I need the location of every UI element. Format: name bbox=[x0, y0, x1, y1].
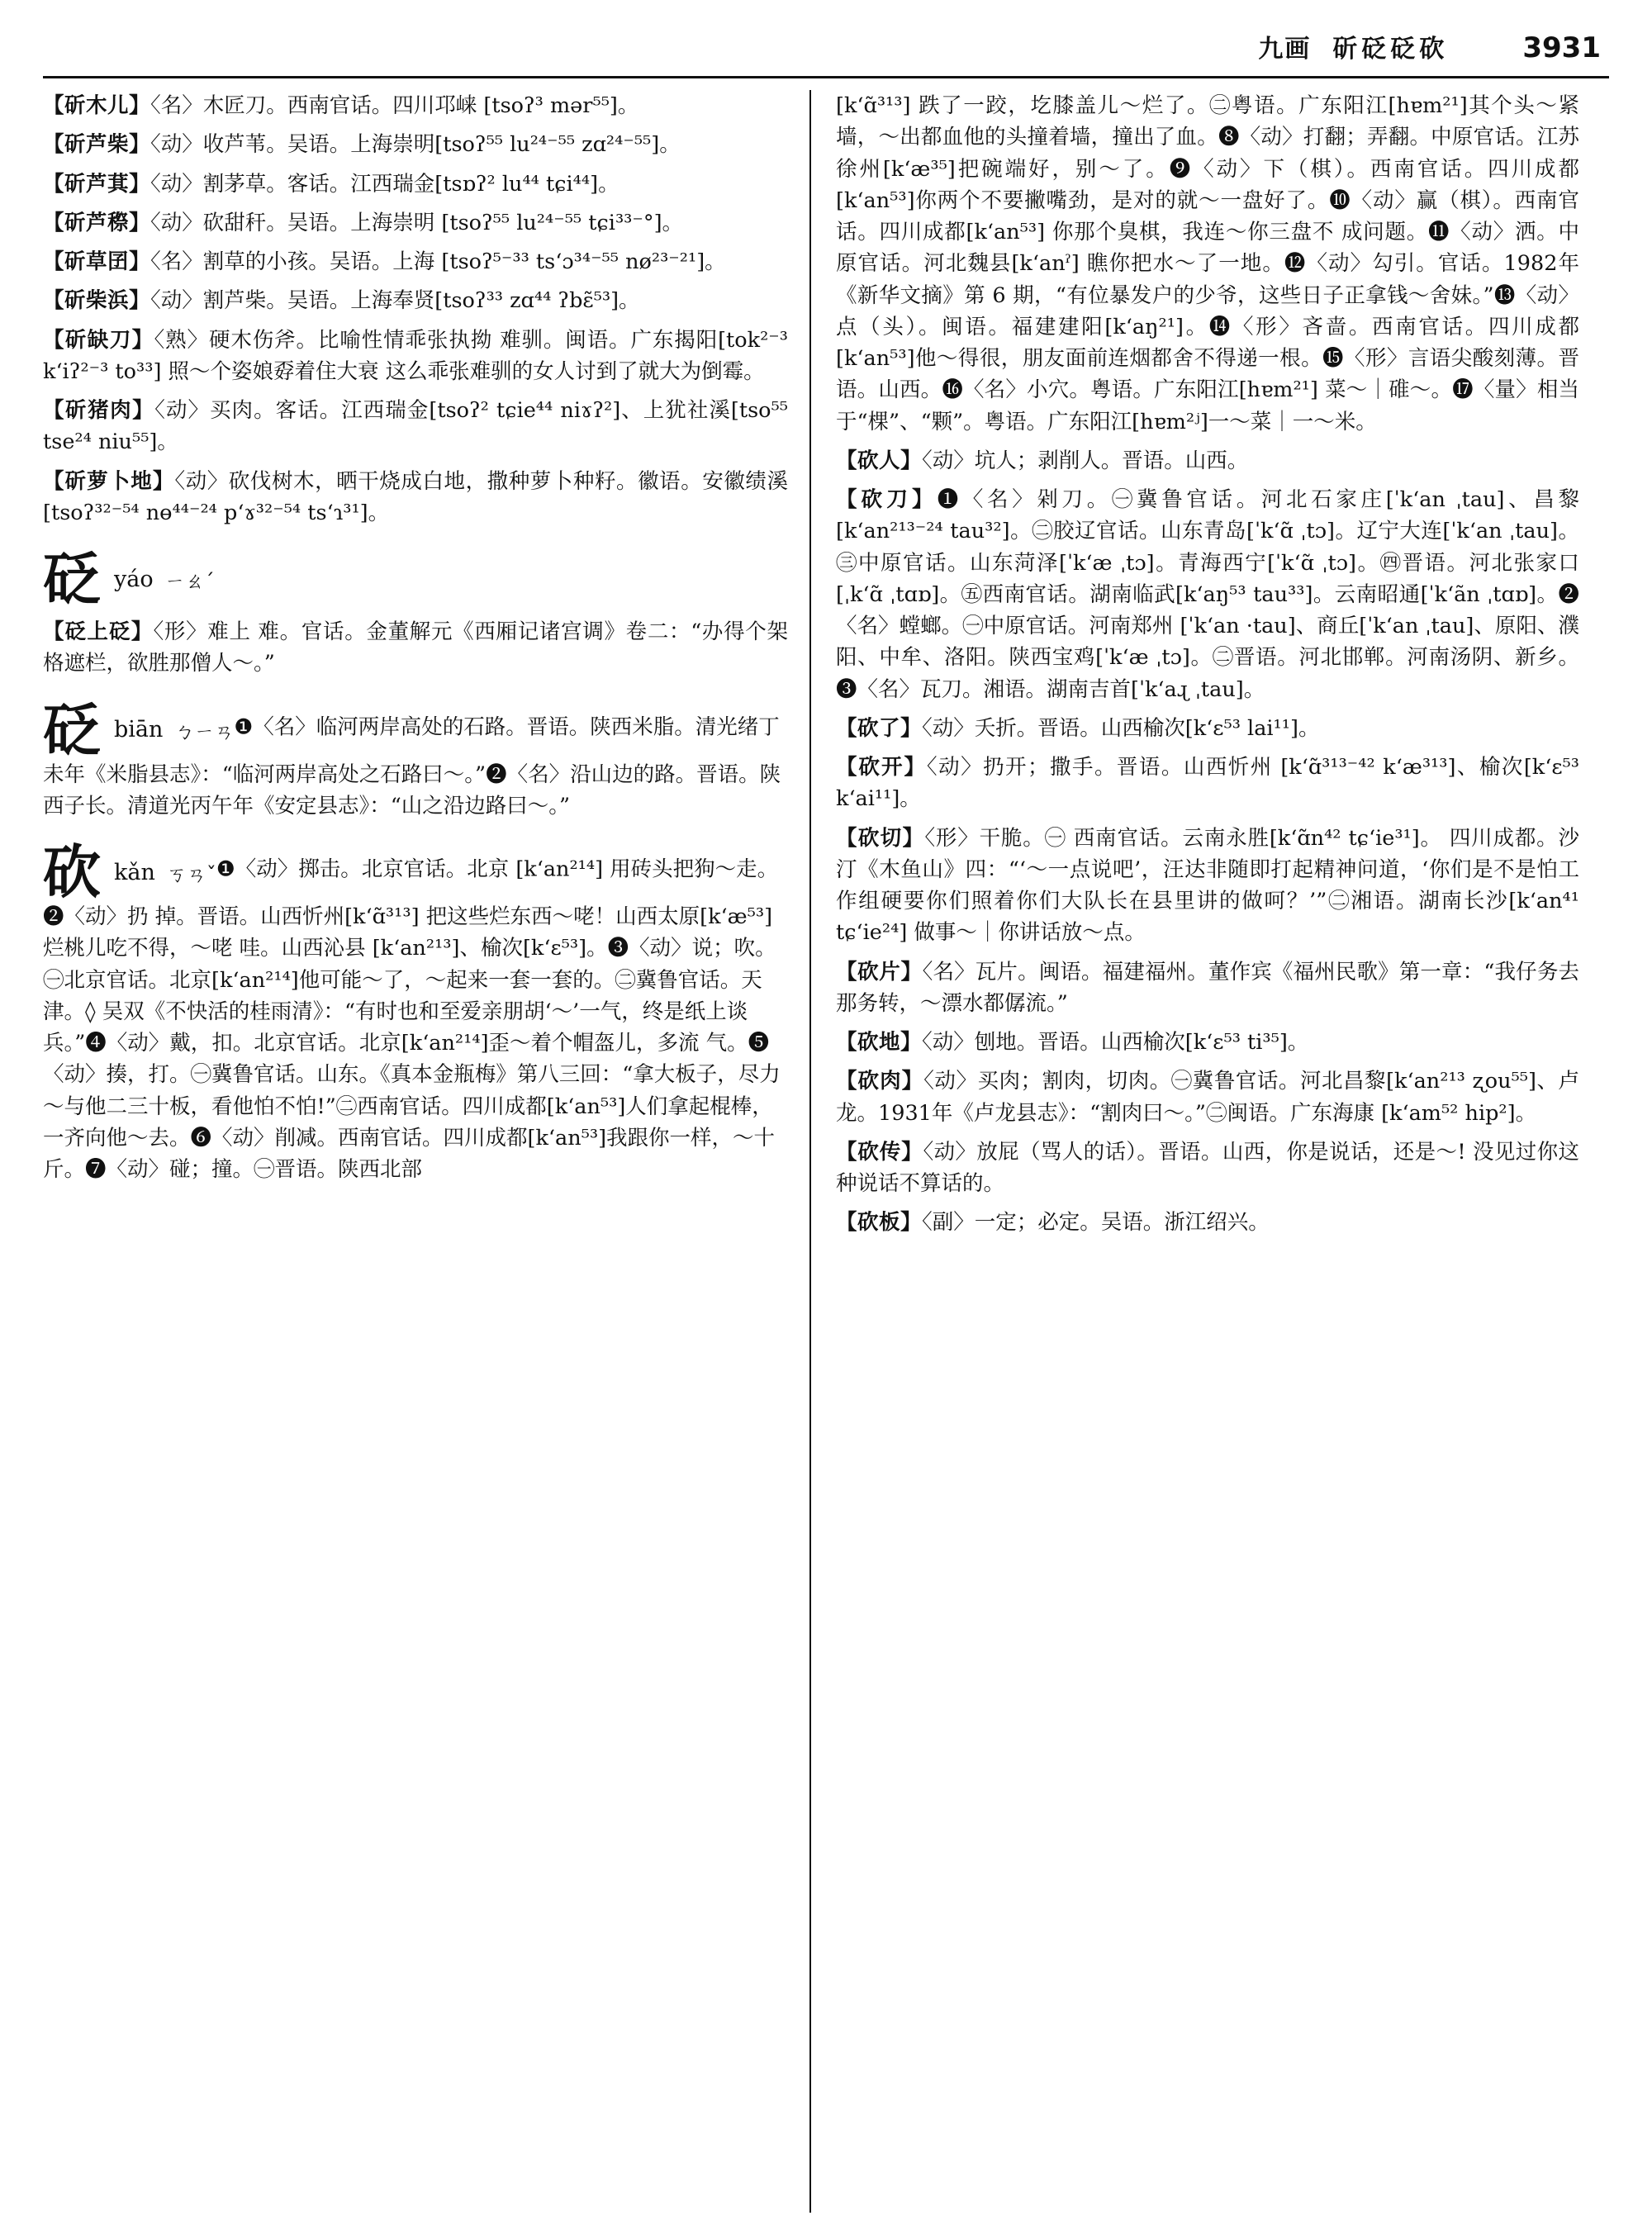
entry-headword: 【砍人】 bbox=[836, 448, 923, 473]
entry-headword: 【斫木儿】 bbox=[43, 93, 151, 118]
dictionary-entry bbox=[43, 616, 788, 680]
dictionary-entry bbox=[43, 325, 788, 388]
entry-body: 〈动〉夭折。晋语。山西榆次[kʻɛ⁵³ lai¹¹]。 bbox=[922, 715, 1320, 741]
entry-body: 〈动〉割茅草。客话。江西瑞金[tsɒʔ² lu⁴⁴ tɕi⁴⁴]。 bbox=[150, 171, 620, 197]
dictionary-entry bbox=[43, 90, 788, 121]
entry-headword: 【斫缺刀】 bbox=[43, 327, 154, 353]
dictionary-entry bbox=[43, 466, 788, 529]
page-number: 3931 bbox=[1522, 31, 1601, 64]
entry-body: 〈形〉难上 难。官话。金董解元《西厢记诸宫调》卷二：“办得个架格遮栏，欲胜那僧人～。” bbox=[43, 619, 788, 676]
head-bopomofo: ㄅㄧㄢ bbox=[174, 720, 235, 743]
entry-body: 〈名〉木匠刀。西南官话。四川邛崃 [tsoʔ³ mər⁵⁵]。 bbox=[150, 93, 639, 118]
entry-headword: 【斫草囝】 bbox=[43, 249, 151, 274]
dictionary-entry bbox=[836, 445, 1579, 477]
dictionary-entry bbox=[836, 956, 1579, 1020]
dictionary-entry bbox=[836, 484, 1579, 705]
entry-headword: 【砍地】 bbox=[836, 1030, 923, 1055]
head-character: 砍 bbox=[43, 838, 101, 906]
dictionary-entry bbox=[43, 207, 788, 239]
dictionary-entry bbox=[836, 1065, 1579, 1129]
entry-headword: 【斫柴浜】 bbox=[43, 288, 151, 314]
continued-paragraph: [kʻɑ̃³¹³] 跌了一跤，圪膝盖儿～烂了。㊁粤语。广东阳江[hɐm²¹]其个头～紧墙，～出都血他的头撞着墙，撞出了血。❽〈动〉打翻；弄翻。中原官话。江苏徐州[kʻæ³⁵]把碗端好，别～了。❾〈动〉下（棋）。西南官话。四川成都[kʻan⁵³]你两个不要撇嘴劲，是对的就～一盘好了。❿〈动〉赢（棋）。西南官话。四川成都[kʻan⁵³] 你那个臭棋，我连～你三盘不 成问题。⓫〈动〉洒。中原官话。河北魏县[kʻanˀ] 瞧你把水～了一地。⓬〈动〉勾引。官话。1982年《新华文摘》第 6 期，“有位暴发户的少爷，这些日子正拿钱～舍妹。”⓭〈动〉点（头）。闽语。福建建阳[kʻaŋ²¹]。⓮〈形〉吝啬。西南官话。四川成都[kʻan⁵³]他～得很，朋友面前连烟都舍不得递一根。⓯〈形〉言语尖酸刻薄。晋语。山西。⓰〈名〉小穴。粤语。广东阳江[hɐm²¹] 菜～｜碓～。⓱〈量〉相当于“棵”、“颗”。粤语。广东阳江[hɐm²ʲ]一～菜｜一～米。 bbox=[836, 93, 1579, 434]
entry-headword: 【砍肉】 bbox=[836, 1069, 924, 1094]
head-bopomofo: ㄧㄠˊ bbox=[164, 569, 215, 593]
entry-headword: 【砍切】 bbox=[836, 825, 925, 851]
entry-headword: 【砍开】 bbox=[836, 755, 927, 780]
dictionary-entry bbox=[43, 395, 788, 458]
entry-headword: 【砍传】 bbox=[836, 1139, 923, 1165]
column-container bbox=[43, 90, 1609, 2213]
entry-body: 〈动〉扔开；撒手。晋语。山西忻州 [kʻɑ̃³¹³⁻⁴² kʻæ³¹³]、榆次[kʻɛ⁵³ kʻai¹¹]。 bbox=[836, 755, 1579, 812]
entry-body: 〈动〉放屁（骂人的话）。晋语。山西，你是说话，还是～! 没见过你这种说话不算话的。 bbox=[836, 1139, 1579, 1196]
head-character: 砭 bbox=[43, 695, 101, 764]
entry-headword: 【斫芦萁】 bbox=[43, 171, 151, 197]
head-pinyin: yáo bbox=[114, 566, 154, 592]
entry-body: 〈副〉一定；必定。吴语。浙江绍兴。 bbox=[922, 1210, 1270, 1236]
running-head-section: 九画 bbox=[1258, 35, 1312, 64]
entry-headword: 【砍板】 bbox=[836, 1210, 923, 1236]
entry-headword: 【斫芦穄】 bbox=[43, 210, 151, 235]
left-column bbox=[43, 90, 811, 2213]
right-column bbox=[811, 90, 1579, 2213]
entry-body: 〈动〉买肉；割肉，切肉。㊀冀鲁官话。河北昌黎[kʻan²¹³ ʐou⁵⁵]、卢龙。1931年《卢龙县志》：“割肉曰～。”㊁闽语。广东海康 [kʻam⁵² hip²]。 bbox=[836, 1069, 1579, 1126]
dictionary-entry bbox=[43, 285, 788, 316]
character-head-block bbox=[43, 695, 788, 823]
head-character-body: ❶〈名〉临河两岸高处的石路。晋语。陕西米脂。清光绪丁未年《米脂县志》：“临河两岸高处之石路曰～。”❷〈名〉沿山边的路。晋语。陕西子长。清道光丙午年《安定县志》：“山之沿边路曰～。” bbox=[43, 714, 781, 818]
dictionary-entry bbox=[836, 713, 1579, 744]
dictionary-entry bbox=[836, 823, 1579, 949]
dictionary-entry bbox=[836, 1207, 1579, 1238]
dictionary-entry bbox=[43, 129, 788, 160]
entry-body: 〈形〉干脆。㊀ 西南官话。云南永胜[kʻɑ̃n⁴² tɕʻie³¹]。 四川成都。沙汀《木鱼山》四：“‘～一点说吧’，汪达非随即打起精神问道，‘你们是不是怕工作组硬要你们照着你们大队长在县里讲的做呵？’”㊁湘语。湖南长沙[kʻan⁴¹ tɕʻie²⁴] 做事～｜你讲话放～点。 bbox=[836, 825, 1579, 946]
entry-body: 〈名〉瓦片。闽语。福建福州。董作宾《福州民歌》第一章：“我仔务去那务转，～漂水都僝流。” bbox=[836, 959, 1579, 1016]
entry-headword: 【砍片】 bbox=[836, 959, 923, 985]
dictionary-entry bbox=[836, 1027, 1579, 1058]
entry-body: 〈动〉坑人；剥削人。晋语。山西。 bbox=[922, 448, 1249, 473]
entry-headword: 【砍刀】 bbox=[836, 487, 938, 512]
entry-body: 〈动〉收芦苇。吴语。上海崇明[tsoʔ⁵⁵ lu²⁴⁻⁵⁵ zɑ²⁴⁻⁵⁵]。 bbox=[150, 132, 681, 158]
dictionary-entry bbox=[43, 246, 788, 278]
entry-headword: 【斫芦柴】 bbox=[43, 132, 151, 158]
dictionary-entry bbox=[836, 752, 1579, 815]
running-head-characters: 斫砭砭砍 bbox=[1332, 35, 1449, 64]
character-head-block bbox=[43, 838, 788, 1185]
character-head-block bbox=[43, 545, 788, 613]
header-rule bbox=[43, 76, 1609, 78]
entry-body: ❶〈名〉剁刀。㊀冀鲁官话。河北石家庄[ˈkʻan ˌtau]、昌黎[kʻan²¹³⁻²⁴ tau³²]。㊁胶辽官话。山东青岛[ˈkʻɑ̃ ˌtɔ]。辽宁大连[ˈkʻan ˌtau]。㊂中原官话。山东菏泽[ˈkʻæ ˌtɔ]。青海西宁[ˈkʻɑ̃ ˌtɔ]。㊃晋语。河北张家口[ˌkʻɑ̃ ˌtɑɒ]。㊄西南官话。湖南临武[kʻaŋ⁵³ tau³³]。云南昭通[ˈkʻãn ˌtɑɒ]。❷〈名〉螳螂。㊀中原官话。河南郑州 [ˈkʻan ·tau]、商丘[ˈkʻan ˌtau]、原阳、濮阳、中牟、洛阳。陕西宝鸡[ˈkʻæ ˌtɔ]。㊁晋语。河北邯郸。河南汤阴、新乡。❸〈名〉瓦刀。湘语。湖南吉首[ˈkʻaɻ ˌtau]。 bbox=[836, 487, 1579, 702]
running-head bbox=[43, 28, 1609, 73]
entry-body: 〈动〉买肉。客话。江西瑞金[tsoʔ² tɕie⁴⁴ niɤʔ²]、上犹社溪[tso⁵⁵ tse²⁴ niu⁵⁵]。 bbox=[43, 398, 788, 455]
entry-headword: 【砍了】 bbox=[836, 715, 923, 741]
dictionary-entry bbox=[43, 168, 788, 200]
head-character-body: ❶〈动〉掷击。北京官话。北京 [kʻan²¹⁴] 用砖头把狗～走。❷〈动〉扔 掉。晋语。山西忻州[kʻɑ̃³¹³] 把这些烂东西～咾！山西太原[kʻæ⁵³] 烂桃儿吃不得，～咾 哇。山西沁县 [kʻan²¹³]、榆次[kʻɛ⁵³]。❸〈动〉说；吹。㊀北京官话。北京[kʻan²¹⁴]他可能～了，～起来一套一套的。㊁冀鲁官话。天津。◊ 吴双《不快活的桂雨清》：“有时也和至爱亲朋胡‘～’一气，终是纸上谈兵。”❹〈动〉戴，扣。北京官话。北京[kʻan²¹⁴]歪～着个帽盔儿，多流 气。❺〈动〉揍，打。㊀冀鲁官话。山东。《真本金瓶梅》第八三回：“拿大板子，尽力～与他二三十板，看他怕不怕!”㊁西南官话。四川成都[kʻan⁵³]人们拿起棍棒，一齐向他～去。❻〈动〉削减。西南官话。四川成都[kʻan⁵³]我跟你一样，～十斤。❼〈动〉碰；撞。㊀晋语。陕西北部 bbox=[43, 856, 781, 1182]
entry-body: 〈动〉砍伐树木，晒干烧成白地，撒种萝卜种籽。徽语。安徽绩溪[tsoʔ³²⁻⁵⁴ nɵ⁴⁴⁻²⁴ pʻɤ³²⁻⁵⁴ tsʻɿ³¹]。 bbox=[43, 468, 788, 525]
entry-body: 〈熟〉硬木伤斧。比喻性情乖张执拗 难驯。闽语。广东揭阳[tok²⁻³ kʻiʔ²⁻³ to³³] 照～个姿娘孬着住大衰 这么乖张难驯的女人讨到了就大为倒霉。 bbox=[43, 327, 788, 384]
head-pinyin: kǎn bbox=[114, 859, 155, 885]
entry-body: 〈动〉割芦柴。吴语。上海奉贤[tsoʔ³³ zɑ⁴⁴ ʔbɛ̃⁵³]。 bbox=[150, 288, 640, 314]
entry-body: 〈动〉刨地。晋语。山西榆次[kʻɛ⁵³ ti³⁵]。 bbox=[922, 1030, 1309, 1055]
entry-headword: 【斫萝卜地】 bbox=[43, 468, 175, 494]
entry-body: 〈名〉割草的小孩。吴语。上海 [tsoʔ⁵⁻³³ tsʻɔ³⁴⁻⁵⁵ nø²³⁻²¹]。 bbox=[150, 249, 726, 274]
entry-headword: 【砭上砭】 bbox=[43, 619, 154, 644]
head-character: 砭 bbox=[43, 545, 101, 613]
entry-body: 〈动〉砍甜秆。吴语。上海崇明 [tsoʔ⁵⁵ lu²⁴⁻⁵⁵ tɕi³³⁻°]。 bbox=[150, 210, 684, 235]
head-pinyin: biān bbox=[114, 717, 164, 743]
head-bopomofo: ㄎㄢˇ bbox=[166, 862, 216, 886]
dictionary-entry bbox=[836, 1136, 1579, 1200]
entry-headword: 【斫猪肉】 bbox=[43, 398, 155, 423]
